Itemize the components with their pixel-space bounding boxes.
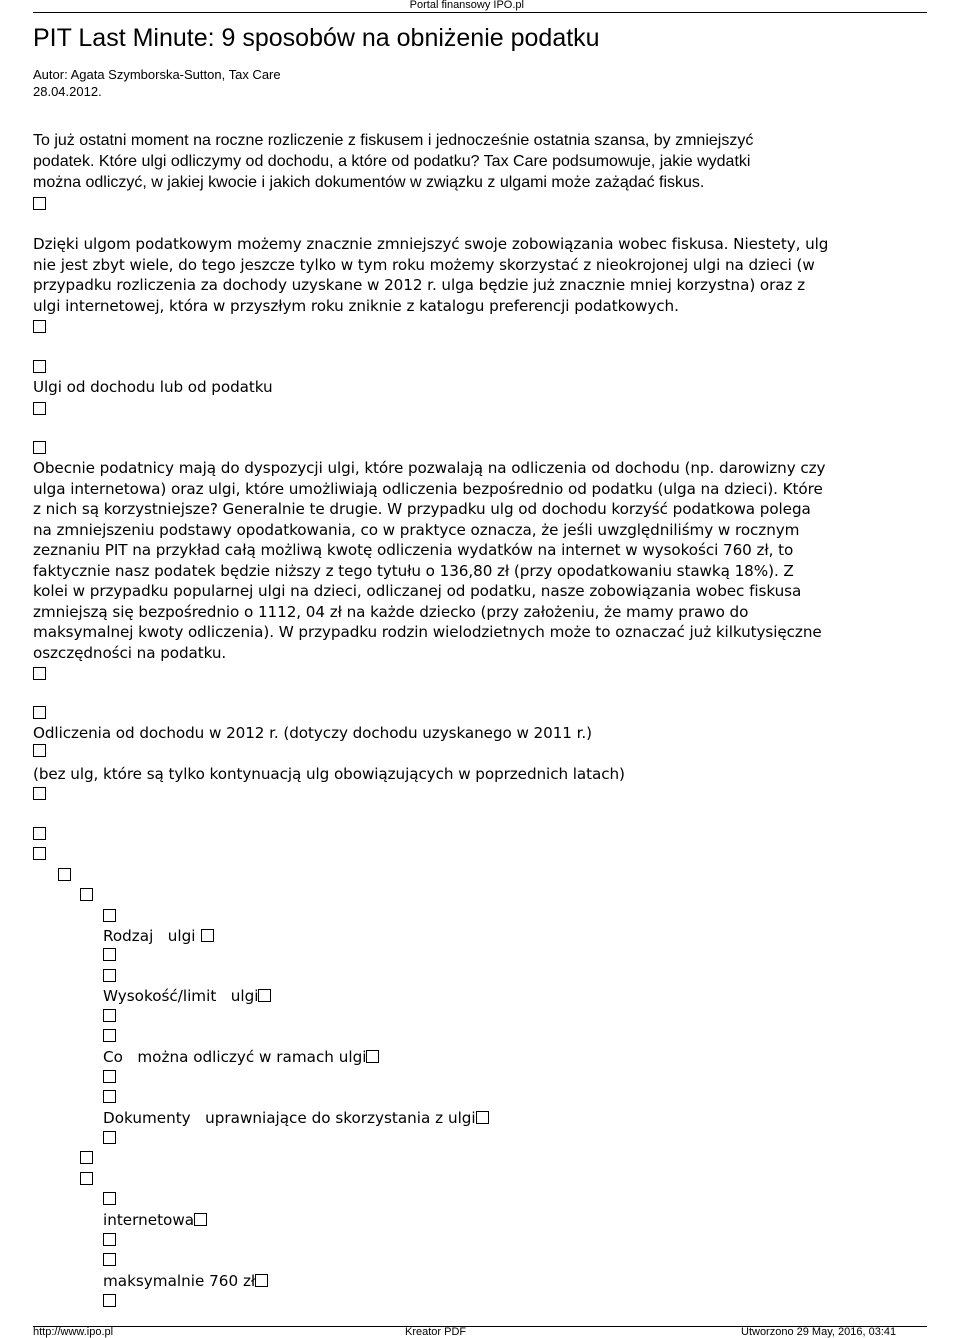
footer-url[interactable]: http://www.ipo.pl: [33, 1326, 114, 1338]
missing-glyph-icon: [103, 909, 116, 925]
table-header-what: Co można odliczyć w ramach ulgi: [103, 1048, 367, 1066]
table-cell: [103, 1271, 268, 1291]
paragraph-line: z nich są korzystniejsze? Generalnie te drugie. W przypadku ulg od dochodu korzyść podatkowa polega: [33, 500, 811, 518]
missing-glyph-icon: [33, 667, 46, 683]
paragraph-line: kolei w przypadku popularnej ulgi na dzieci, odliczanej od podatku, nasze zobowiązania wobec fiskusa: [33, 582, 802, 600]
missing-glyph-icon: [33, 744, 46, 760]
missing-glyph-icon: [103, 1070, 116, 1086]
missing-glyph-icon: [103, 1253, 116, 1269]
missing-glyph-icon: [103, 1029, 116, 1045]
table-header-cell: [103, 1108, 489, 1128]
missing-glyph-icon: [258, 989, 271, 1002]
table-header-type: Rodzaj ulgi: [103, 927, 196, 945]
missing-glyph-icon: [80, 888, 93, 904]
missing-glyph-icon: [33, 360, 46, 376]
table-header-cell: [103, 986, 271, 1006]
missing-glyph-icon: [33, 441, 46, 457]
missing-glyph-icon: [476, 1111, 489, 1124]
missing-glyph-icon: [103, 1131, 116, 1147]
table-header-cell: [103, 926, 214, 946]
header-divider: [33, 12, 927, 13]
missing-glyph-icon: [33, 706, 46, 722]
missing-glyph-icon: [33, 787, 46, 803]
paragraph-line: nie jest zbyt wiele, do tego jeszcze tylko w tym roku możemy skorzystać z nieokrojonej ulgi na dzieci (w: [33, 256, 815, 274]
table-cell-name: internetowa: [103, 1211, 195, 1229]
missing-glyph-icon: [33, 827, 46, 843]
paragraph-line: zeznaniu PIT na przykład całą możliwą kwotę odliczenia wydatków na internet w wysokości 760 zł, to: [33, 541, 794, 559]
paragraph-line: ulgi internetowej, która w przyszłym roku zniknie z katalogu preferencji podatkowych.: [33, 297, 679, 315]
portal-header-link[interactable]: Portal finansowy IPO.pl: [409, 0, 524, 11]
missing-glyph-icon: [255, 1274, 268, 1287]
missing-glyph-icon: [33, 320, 46, 336]
paragraph-line: Dzięki ulgom podatkowym możemy znacznie zmniejszyć swoje zobowiązania wobec fiskusa. Niestety, ulg: [33, 235, 829, 253]
intro-line: podatek. Które ulgi odliczymy od dochodu, a które od podatku? Tax Care podsumowuje, jakie wydatki: [33, 153, 751, 170]
missing-glyph-icon: [33, 197, 46, 213]
missing-glyph-icon: [103, 948, 116, 964]
article-author: Autor: Agata Szymborska-Sutton, Tax Care: [33, 67, 281, 82]
article-title: PIT Last Minute: 9 sposobów na obniżenie podatku: [33, 24, 600, 52]
paragraph-line: ulga internetowa) oraz ulgi, które umożliwiają odliczenia bezpośrednio od podatku (ulga na dzieci). Które: [33, 480, 823, 498]
missing-glyph-icon: [33, 402, 46, 418]
paragraph-line: zmniejszą się bezpośrednio o 1112, 04 zł na każde dziecko (przy założeniu, że mamy prawo do: [33, 603, 749, 621]
paragraph-line: Obecnie podatnicy mają do dyspozycji ulgi, które pozwalają na odliczenia od dochodu (np. darowizny czy: [33, 459, 826, 477]
missing-glyph-icon: [103, 1294, 116, 1310]
section-heading: Ulgi od dochodu lub od podatku: [33, 378, 273, 396]
missing-glyph-icon: [80, 1172, 93, 1188]
missing-glyph-icon: [201, 929, 214, 942]
intro-line: To już ostatni moment na roczne rozliczenie z fiskusem i jednocześnie ostatnia szansa, by zmniejszyć: [33, 132, 754, 149]
missing-glyph-icon: [103, 1233, 116, 1249]
missing-glyph-icon: [194, 1213, 207, 1226]
missing-glyph-icon: [103, 969, 116, 985]
deductions-note: (bez ulg, które są tylko kontynuacją ulg obowiązujących w poprzednich latach): [33, 765, 625, 783]
missing-glyph-icon: [80, 1151, 93, 1167]
paragraph-line: maksymalnej kwoty odliczenia). W przypadku rodzin wielodzietnych może to oznaczać już kilkutysięczne: [33, 623, 822, 641]
intro-line: można odliczyć, w jakiej kwocie i jakich dokumentów w związku z ulgami może zażądać fiskus.: [33, 174, 705, 191]
footer-creator: Kreator PDF: [405, 1326, 467, 1338]
missing-glyph-icon: [366, 1050, 379, 1063]
missing-glyph-icon: [103, 1090, 116, 1106]
paragraph-line: na zmniejszeniu podstawy opodatkowania, co w praktyce oznacza, że jeśli uwzględniliśmy w rocznym: [33, 521, 800, 539]
missing-glyph-icon: [103, 1009, 116, 1025]
table-cell: [103, 1210, 207, 1230]
table-header-cell: [103, 1047, 379, 1067]
missing-glyph-icon: [103, 1192, 116, 1208]
paragraph-line: przypadku rozliczenia za dochody uzyskane w 2012 r. ulga będzie już znacznie mniej korzystna) oraz z: [33, 276, 806, 294]
table-header-limit: Wysokość/limit ulgi: [103, 987, 259, 1005]
deductions-heading: Odliczenia od dochodu w 2012 r. (dotyczy dochodu uzyskanego w 2011 r.): [33, 724, 592, 742]
table-header-documents: Dokumenty uprawniające do skorzystania z ulgi: [103, 1109, 476, 1127]
missing-glyph-icon: [33, 847, 46, 863]
missing-glyph-icon: [58, 868, 71, 884]
footer-created-date: Utworzono 29 May, 2016, 03:41: [741, 1326, 897, 1338]
article-date: 28.04.2012.: [33, 84, 102, 99]
paragraph-line: faktycznie nasz podatek będzie niższy z tego tytułu o 136,80 zł (przy opodatkowaniu stawką 18%). Z: [33, 562, 794, 580]
table-cell-limit: maksymalnie 760 zł: [103, 1272, 256, 1290]
paragraph-line: oszczędności na podatku.: [33, 644, 227, 662]
